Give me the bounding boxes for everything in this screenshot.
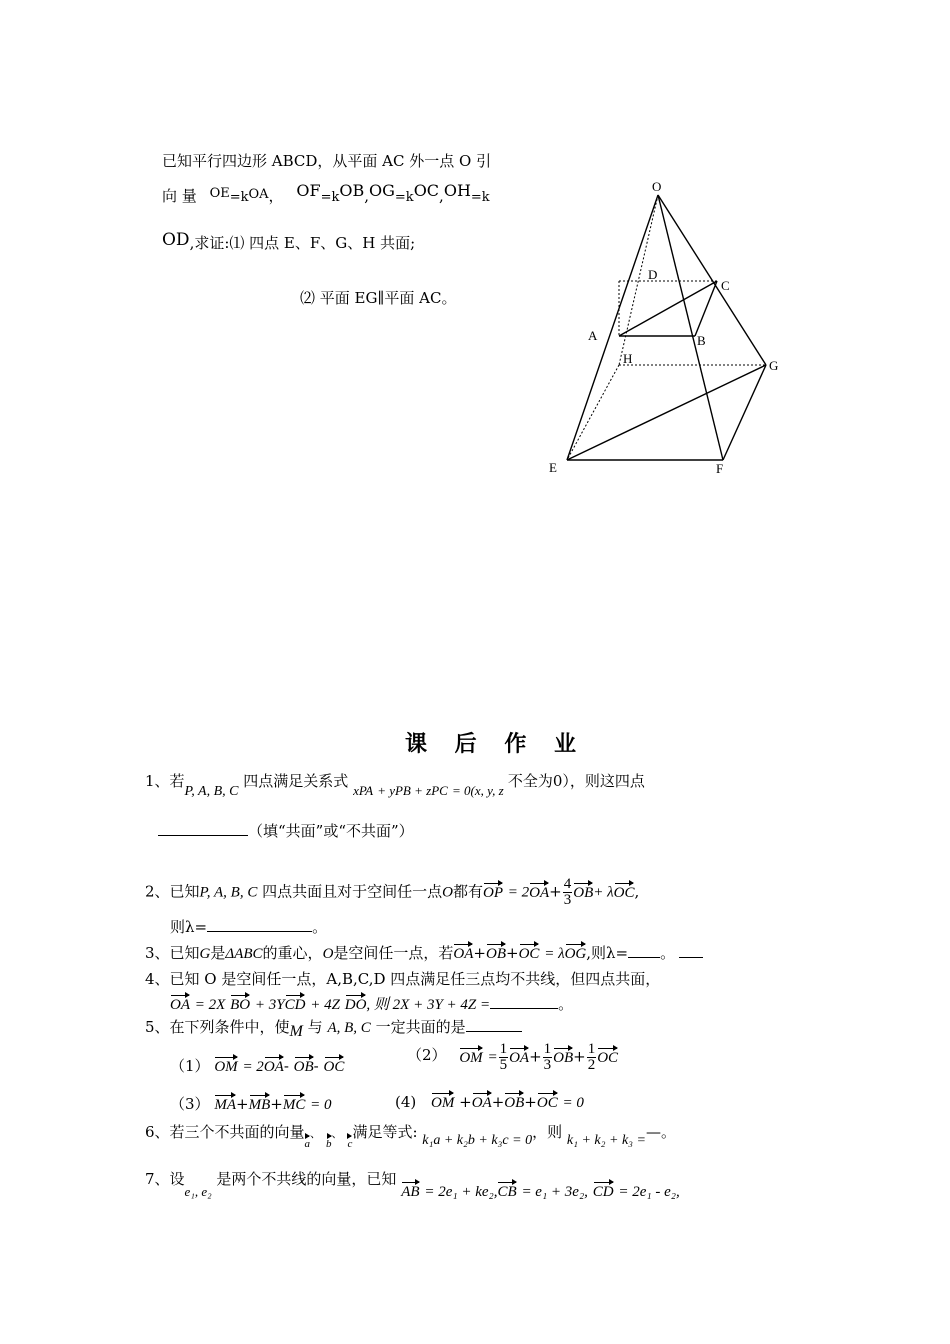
vec-of: OF <box>296 181 321 200</box>
q3-trailing-line <box>679 957 703 958</box>
vec-oc: OC <box>413 181 440 200</box>
q5-f2-num: 1 <box>543 1041 552 1057</box>
edge-bc <box>695 281 717 336</box>
q4-blank[interactable] <box>490 1008 558 1009</box>
q5-text3: 一定共面的是 <box>375 1018 466 1036</box>
q5-pts: A, B, C <box>327 1020 371 1036</box>
eq-k-4: =k <box>470 190 490 205</box>
q5-choice-3 <box>170 1093 331 1114</box>
q5-c2-label: （2） <box>407 1045 447 1064</box>
eq-k-2: =k <box>320 190 340 205</box>
q5-c2-p1: + <box>529 1047 542 1066</box>
label-o: O <box>652 179 662 194</box>
edge-of <box>658 195 723 460</box>
q1-eq-a: xPA <box>353 783 374 798</box>
q1-blank[interactable] <box>158 835 248 836</box>
q3-g: G <box>199 946 211 962</box>
vec-ob: OB <box>339 181 365 200</box>
q2-text2: 都有 <box>452 882 483 901</box>
q3-text4: 是空间任一点，若 <box>333 944 454 962</box>
q1-eq-b: + yPB + zPC <box>377 783 448 798</box>
q5-c1-m2: - <box>313 1057 319 1075</box>
question-1-line-2 <box>158 820 414 841</box>
q2-frac-num: 4 <box>563 876 572 892</box>
q5-c1-oc: OC <box>323 1059 345 1075</box>
q6-text3: ，则 <box>532 1123 563 1141</box>
q5-f2-den: 3 <box>543 1057 552 1073</box>
q2-dot: 。 <box>312 918 328 936</box>
label-e: E <box>549 460 557 475</box>
q5-frac-2 <box>543 1042 553 1073</box>
q1-num: 1、若 <box>145 772 185 790</box>
label-h: H <box>623 351 633 366</box>
q1-tail: 不全为0），则这四点 <box>507 772 645 790</box>
q4-tail: , 则 2X + 3Y + 4Z = <box>366 997 491 1013</box>
comma-1: ， <box>268 187 284 205</box>
q5-c1-ob: OB <box>293 1059 314 1075</box>
q3-o: O <box>322 946 334 962</box>
q6-eq: k₁a + k₂b + k₃c = 0 <box>422 1133 533 1148</box>
q5-f3-num: 1 <box>587 1041 596 1057</box>
q7-eq3: = 2e₁ - e₂, <box>618 1184 680 1200</box>
q2-end: , <box>634 882 640 901</box>
q5-blank[interactable] <box>466 1031 522 1032</box>
homework-title: 课 后 作 业 <box>405 731 586 757</box>
question-2 <box>145 877 639 908</box>
q2-ob: OB <box>573 884 594 901</box>
prefix-text: 向 量 <box>162 187 197 205</box>
q4-bo: BO <box>230 997 251 1013</box>
vec-oh: OH <box>443 181 471 200</box>
q7-text: 7、设 <box>145 1170 185 1188</box>
q5-c3-ma: MA <box>214 1097 236 1113</box>
vec-oe: OE <box>209 186 230 201</box>
q5-c1-eq: = 2 <box>242 1059 264 1075</box>
q2-op: OP <box>483 884 503 901</box>
q5-c2-eq: = <box>487 1049 498 1066</box>
q5-choice-4 <box>395 1093 584 1112</box>
q5-choice-2 <box>407 1042 618 1073</box>
question-4: 4、已知 O 是空间任一点，A,B,C,D 四点满足任三点均不共线，但四点共面， <box>145 970 661 988</box>
q7-cb: CB <box>497 1184 517 1200</box>
q7-e: e₁, e₂ <box>184 1184 212 1199</box>
q5-c4-p2: + <box>491 1093 505 1111</box>
q3-ob: OB <box>486 946 506 962</box>
q5-c2-oa: OA <box>509 1049 530 1066</box>
q6-vec-b: b <box>326 1138 332 1150</box>
q6-text2: 满足等式: <box>352 1123 418 1141</box>
q5-c2-om: OM <box>459 1049 483 1066</box>
edge-oe <box>567 195 658 460</box>
q5-c4-p3: + <box>524 1093 537 1111</box>
q1-equation <box>353 784 508 799</box>
label-a: A <box>588 328 598 343</box>
label-g: G <box>769 358 779 373</box>
q6-dash: — <box>645 1123 661 1141</box>
question-7 <box>145 1168 680 1200</box>
q5-c3-mb: MB <box>248 1097 271 1113</box>
eq-k-3: =k <box>394 190 414 205</box>
edge-og <box>658 195 766 365</box>
eq-k-1: =k <box>229 190 249 205</box>
q2-frac-den: 3 <box>563 892 572 908</box>
vec-oa: OA <box>248 187 269 202</box>
q5-c3-p1: + <box>236 1095 249 1113</box>
q2-eq: = 2 <box>507 884 530 901</box>
q3-oc: OC <box>518 946 540 962</box>
question-2-line-2 <box>170 916 327 937</box>
q2-blank[interactable] <box>207 931 312 932</box>
q5-c3-eq: = 0 <box>310 1097 332 1113</box>
question-5 <box>145 1016 522 1040</box>
q1-vars: (x, y, z <box>470 783 504 798</box>
pyramid-figure <box>540 175 790 485</box>
q5-c1-m1: - <box>283 1057 289 1075</box>
q3-dot: 。 <box>660 944 676 962</box>
q5-c4-eq: = 0 <box>562 1095 584 1111</box>
q1-eq-c: = 0 <box>451 783 471 798</box>
q3-tail: ,则λ= <box>586 944 629 962</box>
question-1 <box>145 770 645 799</box>
q2-oc: OC <box>613 884 635 901</box>
label-f: F <box>716 461 724 476</box>
q4-oa: OA <box>170 997 190 1013</box>
problem-line-1: 已知平行四边形 ABCD，从平面 AC 外一点 O 引 <box>162 152 492 170</box>
edge-he <box>567 365 619 460</box>
diag-eg <box>567 365 766 460</box>
q3-blank[interactable] <box>628 957 660 958</box>
q5-frac-3 <box>587 1042 597 1073</box>
label-d: D <box>648 267 658 282</box>
q6-text: 6、若三个不共面的向量 <box>145 1123 305 1141</box>
q5-c3-p2: + <box>270 1095 283 1113</box>
q7-eq2: = e₁ + 3e₂, <box>521 1184 588 1200</box>
q4-p2: + 4Z <box>310 997 340 1013</box>
question-4-line-2 <box>170 993 573 1014</box>
q5-c4-p1: + <box>459 1093 472 1111</box>
q3-text2: 是 <box>210 944 226 962</box>
q5-c4-om: OM <box>431 1095 455 1111</box>
q2-lam: + λ <box>593 884 614 901</box>
q5-f3-den: 2 <box>587 1057 596 1073</box>
q5-line1: 5、在下列条件中，使 <box>145 1018 290 1036</box>
q5-c3-mc: MC <box>282 1097 306 1113</box>
q4-p1: + 3Y <box>254 997 285 1013</box>
q4-do: DO <box>344 997 367 1013</box>
q2-o: O <box>442 884 453 901</box>
problem-line-4: ⑵ 平面 EG∥平面 AC。 <box>300 289 457 307</box>
q3-tri: ΔABC <box>225 946 263 962</box>
q5-c4-label: (4) <box>395 1093 417 1111</box>
edge-fg <box>723 365 766 460</box>
q5-c4-oc: OC <box>536 1095 558 1111</box>
prove-text: ,求证:⑴ 四点 E、F、G、H 共面; <box>189 234 416 252</box>
q4-dot: 。 <box>558 995 574 1013</box>
q5-c3-label: （3） <box>170 1095 210 1113</box>
q6-vec-a: a <box>304 1138 311 1150</box>
q1-points: P, A, B, C <box>184 784 239 799</box>
q5-c1-om: OM <box>214 1059 238 1075</box>
q7-ab: AB <box>401 1184 420 1200</box>
q5-c4-oa: OA <box>471 1095 492 1111</box>
vec-og: OG <box>369 181 395 200</box>
q5-m: M <box>289 1023 303 1040</box>
q7-equations <box>401 1182 680 1200</box>
q3-text3: 的重心， <box>262 944 323 962</box>
q5-c2-ob: OB <box>553 1049 574 1066</box>
q5-choice-1 <box>170 1055 344 1076</box>
q4-cd: CD <box>284 997 306 1013</box>
q7-eq1: = 2e₁ + ke₂, <box>424 1184 498 1200</box>
q4-eq1: = 2X <box>194 997 226 1013</box>
q5-f1-num: 1 <box>499 1041 508 1057</box>
q5-c2-p2: + <box>573 1047 586 1066</box>
q2-text: 四点共面且对于空间任一点 <box>262 882 443 901</box>
question-3: 3、已知G是ΔABC的重心，O是空间任一点，若OA+OB+OC = λOG,则λ= 。 <box>145 942 703 963</box>
q3-text: 3、已知 <box>145 944 200 962</box>
q3-eq: = λ <box>544 946 565 962</box>
q5-c1-label: （1） <box>170 1057 210 1075</box>
q1-text: 四点满足关系式 <box>243 772 349 790</box>
problem-line-3 <box>162 232 415 253</box>
label-c: C <box>721 278 730 293</box>
diag-ac <box>619 281 717 336</box>
q6-sum: k₁ + k₂ + k₃ = <box>566 1133 646 1148</box>
q3-og: OG <box>564 946 587 962</box>
vec-od: OD <box>162 230 190 250</box>
q2-frac <box>563 877 573 908</box>
q5-text2: 与 <box>307 1018 323 1036</box>
q2-num: 2、已知 <box>145 882 200 901</box>
problem-line-2: 向 量 OE=kOA， OF=kOB,OG=kOC,OH=k <box>162 181 490 205</box>
q5-c4-ob: OB <box>504 1095 525 1111</box>
q3-oa: OA <box>453 946 474 962</box>
q5-frac-1 <box>499 1042 509 1073</box>
question-6 <box>145 1121 676 1150</box>
q6-sep-2: 、 <box>331 1127 343 1140</box>
q5-f1-den: 5 <box>499 1057 508 1073</box>
q1-fill-hint: （填“共面”或“不共面”） <box>248 822 414 840</box>
q6-vec-c: c <box>347 1138 353 1150</box>
q5-c1-oa: OA <box>263 1059 284 1075</box>
q2-points: P, A, B, C <box>199 884 258 901</box>
q2-plus: + <box>549 882 562 901</box>
q7-cd: CD <box>592 1184 614 1200</box>
q6-dot: 。 <box>660 1123 676 1141</box>
label-b: B <box>697 333 706 348</box>
q5-c2-oc: OC <box>597 1049 619 1066</box>
q2-oa: OA <box>529 884 550 901</box>
q2-line2: 则λ= <box>170 918 208 936</box>
q6-sep-1: 、 <box>310 1127 322 1140</box>
q7-text2: 是两个不共线的向量，已知 <box>216 1170 397 1188</box>
